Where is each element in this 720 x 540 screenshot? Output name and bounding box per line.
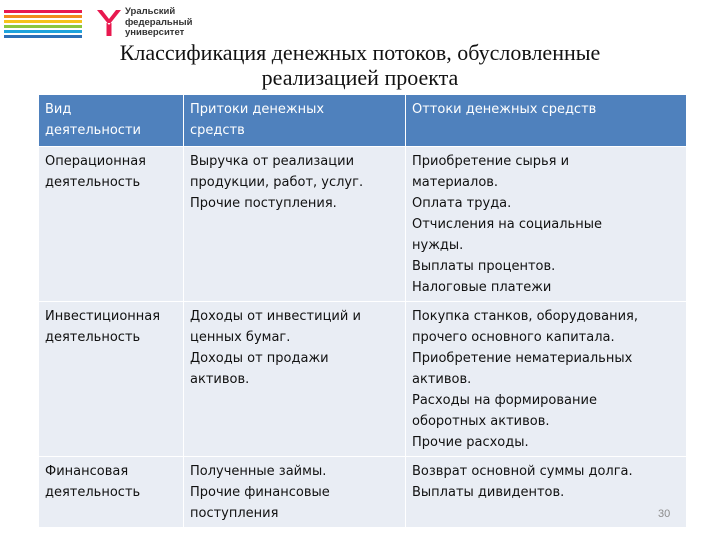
table-row <box>39 302 687 457</box>
cell-line: Налоговые платежи <box>412 280 552 295</box>
stripe <box>4 25 82 28</box>
stripe <box>4 35 82 38</box>
cell-line: продукции, работ, услуг. <box>190 175 364 190</box>
cash-flow-table <box>38 94 687 528</box>
cell-line: Приобретение нематериальных <box>412 351 633 366</box>
cell-line: материалов. <box>412 175 499 190</box>
cell-line: Прочие поступления. <box>190 196 337 211</box>
cell-line: Отчисления на социальные <box>412 217 602 232</box>
inflows-cell <box>184 457 406 528</box>
cell-line: Полученные займы. <box>190 464 327 479</box>
cell-line: деятельность <box>45 485 141 500</box>
cell-line: деятельность <box>45 330 141 345</box>
cell-line: Доходы от инвестиций и <box>190 309 361 324</box>
logo-line: федеральный <box>125 16 193 28</box>
cell-line: поступления <box>190 506 279 521</box>
inflows-cell <box>184 302 406 457</box>
cell-line: прочего основного капитала. <box>412 330 615 345</box>
header-inflows <box>184 95 406 147</box>
cell-line: Оплата труда. <box>412 196 512 211</box>
cell-line: Покупка станков, оборудования, <box>412 309 638 324</box>
cell-line: оборотных активов. <box>412 414 550 429</box>
cell-line: Финансовая <box>45 464 129 479</box>
cell-line: Инвестиционная <box>45 309 161 324</box>
stripe <box>4 30 82 33</box>
cell-line: Выплаты процентов. <box>412 259 556 274</box>
university-name <box>125 7 192 39</box>
cell-line: средств <box>190 123 245 138</box>
cell-line: Вид <box>45 102 72 117</box>
cell-line: активов. <box>190 372 250 387</box>
inflows-cell <box>184 147 406 302</box>
cell-line: деятельности <box>45 123 141 138</box>
brand-stripes <box>4 10 82 38</box>
outflows-cell <box>406 147 687 302</box>
outflows-cell <box>406 302 687 457</box>
table-header-row <box>39 95 687 147</box>
cell-line: Доходы от продажи <box>190 351 329 366</box>
cell-line: деятельность <box>45 175 141 190</box>
cell-line: Выручка от реализации <box>190 154 355 169</box>
activity-cell <box>39 147 184 302</box>
stripe <box>4 20 82 23</box>
page-number: 30 <box>658 508 671 520</box>
activity-cell <box>39 457 184 528</box>
university-logo-icon <box>95 8 123 38</box>
cell-line: Расходы на формирование <box>412 393 597 408</box>
stripe <box>4 15 82 18</box>
cell-line: Притоки денежных <box>190 102 325 117</box>
table-row <box>39 147 687 302</box>
activity-cell <box>39 302 184 457</box>
outflows-cell <box>406 457 687 528</box>
title-line: Классификация денежных потоков, обусловленные <box>119 40 601 65</box>
header <box>0 0 720 44</box>
slide-title <box>60 40 660 90</box>
header-activity-type <box>39 95 184 147</box>
title-line: реализацией проекта <box>261 65 459 90</box>
cell-line: нужды. <box>412 238 464 253</box>
cell-line: Прочие расходы. <box>412 435 529 450</box>
cell-line: Оттоки денежных средств <box>412 102 597 117</box>
table-row <box>39 457 687 528</box>
cell-line: ценных бумаг. <box>190 330 291 345</box>
cell-line: Прочие финансовые <box>190 485 330 500</box>
cell-line: активов. <box>412 372 472 387</box>
cell-line: Приобретение сырья и <box>412 154 570 169</box>
logo-line: университет <box>125 27 185 38</box>
cell-line: Возврат основной суммы долга. <box>412 464 633 479</box>
cell-line: Операционная <box>45 154 146 169</box>
stripe <box>4 10 82 13</box>
logo-line: Уральский <box>125 6 176 17</box>
header-outflows <box>406 95 687 147</box>
cell-line: Выплаты дивидентов. <box>412 485 565 500</box>
